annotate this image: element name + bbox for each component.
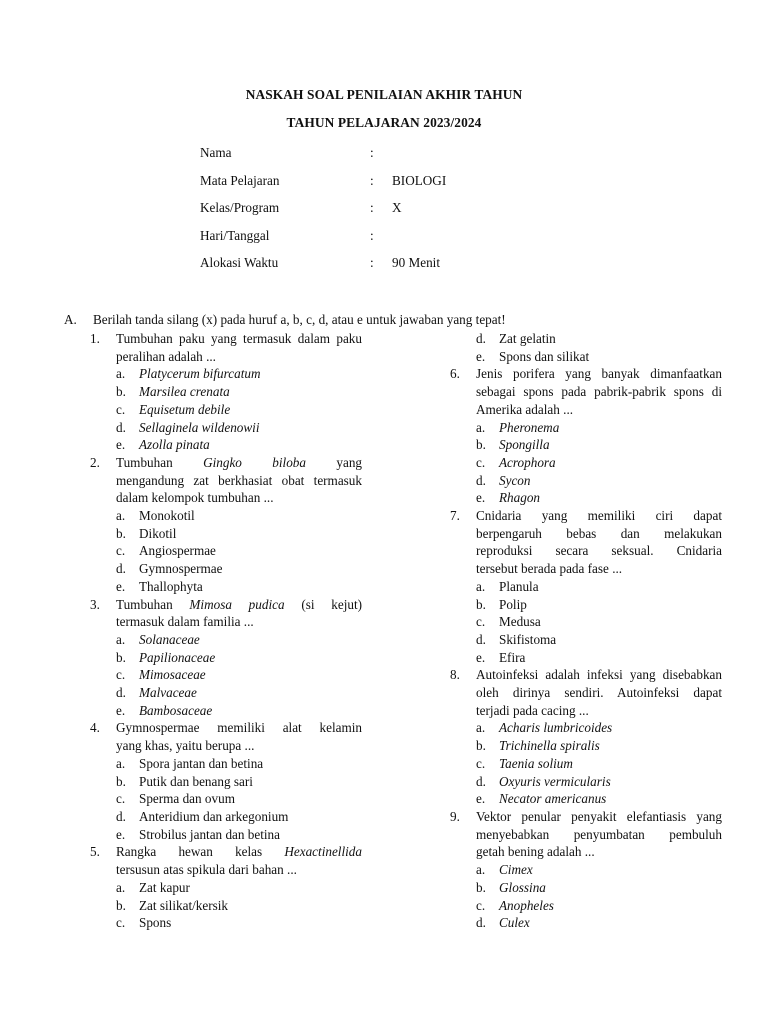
question-number: 9. [450,808,460,824]
option-text: Cimex [499,862,533,878]
question-text-emphasis: Hexactinellida [284,844,362,860]
question-text-line: Autoinfeksi adalah infeksi yang disebabkan [476,667,722,683]
answer-option [90,666,362,684]
option-text: Malvaceae [139,685,197,701]
identity-colon: : [370,227,374,243]
option-letter: a. [476,720,486,736]
answer-option [90,631,362,649]
question-text-line: Tumbuhan paku yang termasuk dalam paku [116,331,362,346]
option-letter: c. [476,614,486,630]
option-letter: a. [116,879,126,895]
option-letter: a. [116,755,126,771]
answer-option [450,897,722,915]
option-letter: e. [116,702,126,718]
answer-option [450,348,722,366]
question-text [116,843,362,878]
option-letter: d. [116,685,126,701]
option-text: Bambosaceae [139,702,213,718]
option-letter: d. [116,561,126,577]
option-text: Rhagon [499,490,541,506]
question-number: 7. [450,508,460,524]
option-text: Strobilus jantan dan betina [139,826,281,842]
option-text: Spons [139,915,172,931]
question-text-line: yang khas, yaitu berupa ... [116,738,255,754]
question-text-line: oleh dirinya sendiri. Autoinfeksi dapat [476,685,722,701]
question-4 [90,719,362,754]
option-letter: b. [116,525,126,541]
question-text [476,365,722,418]
identity-row-alokasi-waktu [200,255,600,283]
question-text-line: peralihan adalah ... [116,348,216,364]
answer-option [450,436,722,454]
question-text-line: tersusun atas spikula dari bahan ... [116,862,297,878]
option-text: Taenia solium [499,755,573,771]
question-6 [450,365,722,418]
question-number: 6. [450,366,460,382]
question-text-part: Tumbuhan [116,596,173,612]
answer-option [450,454,722,472]
answer-option [90,401,362,419]
identity-value: BIOLOGI [392,172,447,188]
question-text-line: Gymnospermae memiliki alat kelamin [116,720,362,736]
option-text: Glossina [499,879,546,895]
option-letter: b. [116,897,126,913]
answer-option [90,773,362,791]
question-text-line: Cnidaria yang memiliki ciri dapat [476,508,722,524]
question-text-line: dalam kelompok tumbuhan ... [116,490,274,506]
identity-colon: : [370,200,374,215]
option-text: Platycerum bifurcatum [139,366,261,382]
option-letter: a. [476,862,486,878]
answer-option [90,826,362,844]
option-text: Oxyuris vermicularis [499,773,611,789]
question-text-line: Jenis porifera yang banyak dimanfaatkan [476,366,722,382]
answer-option [450,330,722,348]
question-text-line: Vektor penular penyakit elefantiasis yang [476,808,722,824]
question-text-line: mengandung zat berkhasiat obat termasuk [116,472,362,488]
option-letter: c. [116,401,126,417]
question-text-line: tersebut berada pada fase ... [476,561,623,577]
question-3 [90,596,362,631]
answer-option [450,773,722,791]
identity-label: Mata Pelajaran [200,172,280,188]
identity-row-nama [200,145,600,173]
question-text-part: Tumbuhan [116,454,173,470]
option-letter: b. [476,437,486,453]
option-text: Zat silikat/kersik [139,897,228,913]
option-text: Pheronema [499,419,560,435]
option-text: Trichinella spiralis [499,738,600,754]
answer-option [90,649,362,667]
option-text: Thallophyta [139,578,203,594]
option-text: Papilionaceae [139,649,216,665]
exam-title: NASKAH SOAL PENILAIAN AKHIR TAHUN [245,87,523,102]
identity-row-kelas [200,200,600,228]
option-text: Spons dan silikat [499,348,590,364]
option-text: Spora jantan dan betina [139,755,264,771]
option-letter: e. [476,348,486,364]
option-letter: a. [476,419,486,435]
questions-left-column [90,330,362,932]
option-letter: d. [116,808,126,824]
option-text: Equisetum debile [139,401,231,417]
answer-option [90,436,362,454]
questions-right-column [450,330,722,932]
answer-option [90,578,362,596]
option-text: Mimosaceae [139,667,206,683]
question-text [476,507,722,578]
option-letter: e. [116,826,126,842]
identity-value: X [392,200,402,215]
option-letter: c. [476,755,486,771]
option-letter: e. [476,791,486,807]
answer-option [450,419,722,437]
option-letter: a. [116,508,126,524]
question-number: 4. [90,720,100,736]
question-number: 3. [90,596,100,612]
option-letter: c. [476,897,486,913]
option-letter: c. [116,915,126,931]
section-letter: A. [64,312,77,327]
answer-option [450,755,722,773]
question-text [116,330,362,365]
option-letter: c. [476,454,486,470]
answer-option [90,542,362,560]
question-text-line: Amerika adalah ... [476,401,574,417]
answer-option [90,419,362,437]
answer-option [90,365,362,383]
answer-option [90,879,362,897]
option-letter: d. [116,419,126,435]
answer-option [450,719,722,737]
question-text-line [116,454,362,472]
option-text: Marsilea crenata [139,384,230,400]
answer-option [90,755,362,773]
option-letter: b. [476,738,486,754]
option-letter: b. [476,596,486,612]
answer-option [450,879,722,897]
option-text: Solanaceae [139,631,200,647]
question-text-line: terjadi pada cacing ... [476,702,589,718]
option-text: Gymnospermae [139,561,223,577]
question-text [116,454,362,507]
question-text-line: sebagai spons pada pabrik-pabrik spons di [476,384,722,400]
option-text: Azolla pinata [139,437,210,453]
option-text: Medusa [499,614,541,630]
question-7 [450,507,722,578]
question-text-line [116,596,362,614]
answer-option [450,631,722,649]
question-1 [90,330,362,365]
student-identity-block [200,145,600,283]
answer-option [450,914,722,932]
question-text-line: getah bening adalah ... [476,844,595,860]
option-text: Anopheles [499,897,554,913]
answer-option [90,560,362,578]
answer-option [90,525,362,543]
answer-option [90,914,362,932]
question-text-line: reproduksi secara seksual. Cnidaria [476,543,722,559]
question-8 [450,666,722,719]
answer-option [450,596,722,614]
option-letter: b. [116,773,126,789]
answer-option [90,897,362,915]
identity-label: Hari/Tanggal [200,227,270,243]
option-letter: d. [476,472,486,488]
question-text [476,666,722,719]
answer-option [450,578,722,596]
option-letter: d. [476,331,486,346]
option-text: Zat gelatin [499,331,556,346]
answer-option [90,790,362,808]
option-text: Dikotil [139,525,177,541]
question-text-part: Rangka hewan kelas [116,844,263,860]
option-text: Zat kapur [139,879,190,895]
option-letter: a. [116,366,126,382]
identity-row-hari-tanggal [200,228,600,256]
answer-option [450,790,722,808]
question-text [476,808,722,861]
question-text-line: berpengaruh bebas dan melakukan [476,525,722,541]
option-text: Acharis lumbricoides [499,720,613,736]
option-letter: d. [476,915,486,931]
question-text-part: (si kejut) [301,596,363,612]
answer-option [450,489,722,507]
option-letter: b. [476,879,486,895]
option-text: Efira [499,649,526,665]
answer-option [450,861,722,879]
option-text: Acrophora [499,454,556,470]
question-number: 5. [90,844,100,860]
option-letter: e. [476,490,486,506]
option-text: Polip [499,596,527,612]
option-letter: d. [476,773,486,789]
option-letter: e. [116,437,126,453]
option-letter: c. [116,667,126,683]
option-text: Monokotil [139,508,195,524]
option-letter: c. [116,543,126,559]
question-text-line: menyebabkan penyumbatan pembuluh [476,826,722,842]
answer-option [90,383,362,401]
option-text: Sycon [499,472,531,488]
answer-option [450,737,722,755]
option-letter: d. [476,631,486,647]
option-text: Necator americanus [499,791,607,807]
option-letter: b. [116,384,126,400]
answer-option [450,613,722,631]
question-number: 8. [450,667,460,683]
question-5 [90,843,362,878]
identity-row-mata-pelajaran [200,173,600,201]
question-text-part: yang [336,454,363,470]
question-text-emphasis: Gingko biloba [203,454,306,470]
question-number: 2. [90,454,100,470]
academic-year-title: TAHUN PELAJARAN 2023/2024 [286,115,482,130]
question-9 [450,808,722,861]
option-text: Planula [499,578,539,594]
option-text: Putik dan benang sari [139,773,253,789]
option-text: Skifistoma [499,631,557,647]
answer-option [90,702,362,720]
answer-option [450,472,722,490]
question-number: 1. [90,331,100,346]
identity-label: Nama [200,145,232,160]
question-text-emphasis: Mimosa pudica [189,596,285,612]
option-letter: b. [116,649,126,665]
identity-label: Kelas/Program [200,200,280,215]
option-letter: a. [476,578,486,594]
answer-option [90,507,362,525]
question-2 [90,454,362,507]
identity-value: 90 Menit [392,255,440,270]
identity-label: Alokasi Waktu [200,255,279,270]
question-text-line: termasuk dalam familia ... [116,614,254,630]
answer-option [90,808,362,826]
option-text: Angiospermae [139,543,216,559]
option-text: Culex [499,915,530,931]
option-letter: c. [116,791,126,807]
instruction-text: Berilah tanda silang (x) pada huruf a, b, c, d, atau e untuk jawaban yang tepat! [93,312,506,327]
option-text: Sellaginela wildenowii [139,419,260,435]
option-text: Sperma dan ovum [139,791,235,807]
question-text [116,719,362,754]
identity-colon: : [370,145,374,160]
answer-option [450,649,722,667]
option-text: Spongilla [499,437,550,453]
option-letter: e. [476,649,486,665]
option-letter: a. [116,631,126,647]
option-text: Anteridium dan arkegonium [139,808,289,824]
answer-option [90,684,362,702]
option-letter: e. [116,578,126,594]
question-text-line [116,843,362,861]
identity-colon: : [370,172,374,188]
question-text [116,596,362,631]
identity-colon: : [370,255,374,270]
